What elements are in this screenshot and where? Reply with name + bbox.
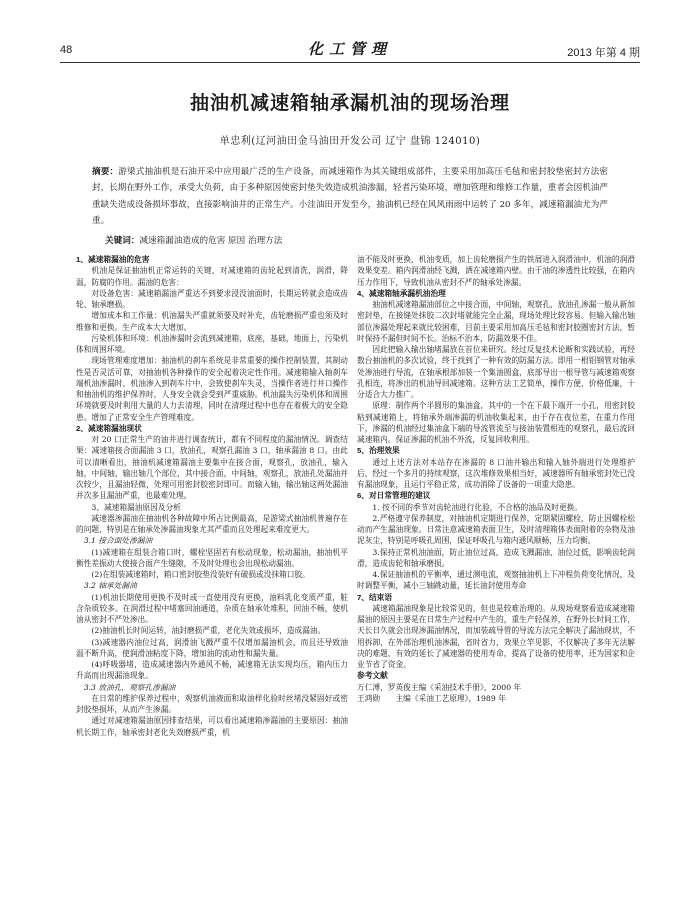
paragraph: 通过上述方法对本站存在渗漏的 8 口油井输出和输入轴外端进行处理维护后，经过一个多月的持续观察，这次堆修效果相当好，减速器所有轴承密封处已没有漏油现象，且运行平稳正常，成功消除了设备的一项重大隐患。 [357, 457, 635, 489]
paragraph: 减速箱漏油现象是比较常见的，但也是较难治理的。从现场观察看造成减速箱漏油的原因主要是在日常生产过程中产生的，重生产轻保养，在野外长时间工作，天长日久就会出现渗漏油情况，而加装疏导管的导流方法完全解决了漏油现状，不用拆卸，在外部治理机油渗漏，省时省力，效果立竿见影，不仅解决了多年无法解决的难题，有效的延长了减速器的使用寿命，提高了设备的使用率，还为国家和企业节省了资金。 [357, 603, 635, 669]
paragraph: 在日常的维护保养过程中，观察机油液面和取油样化验时丝堵没紧固好或密封胶垫损坏，从而产生渗漏。 [76, 693, 348, 714]
issue-label: 2013 年第 4 期 [567, 47, 640, 59]
article-title: 抽油机减速箱轴承漏机油的现场治理 [189, 92, 510, 114]
article-authors: 单忠利(辽河油田金马油田开发公司 辽宁 盘锦 124010) [219, 136, 481, 147]
paragraph: 减速器渗漏油在抽油机各种故障中所占比例最高，是游梁式抽油机普遍存在的问题，特别是在轴承处渗漏油现象尤其严重而且处理起来难度更大。 [76, 513, 348, 534]
paragraph: 4.保证抽油机的平衡率，通过测电流，观察抽油机上下冲程负荷变化情况，及时调整平衡，减小三轴跳动量，延长油封使用寿命 [357, 570, 635, 591]
paragraph: (4)呼吸器堵，造成减速器内外通风不畅，减速箱无法实现均压，箱内压力升高而出现漏油现象。 [76, 660, 348, 681]
paragraph: 对设备危害：减速箱漏油严重达不到要求浸没油面时，长期运转就会造成齿轮、轴承磨损。 [76, 288, 348, 309]
page-header [60, 40, 640, 63]
section-heading: 参考文献 [357, 671, 388, 681]
paragraph: (3)减速器内油位过高，润滑油飞溅严重不仅增加漏油机会，而且还导致油温不断升高，使润滑油粘度下降，增加油的流动性和漏失量。 [76, 637, 348, 658]
journal-name: 化工管理 [307, 40, 392, 58]
paragraph: 3.保持正常机油油面，防止油位过高，造成飞溅漏油，油位过低，影响齿轮润滑，造成齿轮和轴承磨损。 [357, 547, 635, 568]
keywords-text: 减速箱漏油造成的危害 原因 治理方法 [139, 236, 283, 246]
page-number: 48 [60, 44, 73, 56]
section-heading: 2、减速箱漏油现状 [76, 423, 142, 433]
reference-item: 王鸿勋 主编《采油工艺原理》，1989 年 [357, 693, 506, 703]
subsection-heading: 3.1 接合面处渗漏油 [83, 536, 153, 546]
paragraph: 油不能及时更换，机油变质，加上齿轮磨损产生的铁屑进入润滑油中，机油的润滑效果变差。箱内润滑油经飞溅，洒在减速箱内壁。由于油的渗透性比较强，在箱内压力作用下，导致机油从密封不严的轴承处渗漏。 [357, 255, 635, 287]
abstract-label: 摘要： [92, 167, 119, 177]
subsection-heading: 3.2 轴承处漏油 [83, 581, 137, 591]
keywords-label: 关键词： [105, 236, 140, 246]
paragraph: 对 20 口正常生产的油井进行调查统计，都有不同程度的漏油情况。调查结果：减速箱接合面漏油 3 口，放油孔，观察孔漏油 3 口，轴承漏油 8 口。由此可以清晰看出，抽油机减速箱漏油主要集中在接合面，观察孔，放油孔，输入轴，中间轴，输出轴几个部位，其中接合面，中间轴，观察孔，放油孔处漏油并次较少，且漏油轻微，处理可用密封胶密封即可。而输入轴，输出轴这两处漏油并次多且漏油严重，也最难处理。 [76, 435, 348, 501]
left-column [76, 254, 348, 738]
paragraph: 污染机体和环境：机油渗漏时会流到减速箱，底座，基础，地面上，污染机体和周围环境。 [76, 333, 348, 354]
section-heading: 1、减速箱漏油的危害 [76, 255, 150, 264]
paragraph: 通过对减速箱漏油原因排查结果，可以看出减速箱渗漏油的主要原因：抽油机长期工作，轴承密封老化失效磨损严重，机 [76, 716, 348, 737]
abstract [92, 164, 608, 230]
paragraph: 2.严格遵守保养制度，对抽油机定期进行保养，定期紧固螺栓，防止因螺栓松动而产生漏油现象。日常注意减速箱表面卫生，及时清理箱体表面附着的杂物及油泥灰尘，特别是呼吸孔周围，保证呼吸孔与箱内通风顺畅，压力均衡。 [357, 513, 635, 546]
section-heading: 4、减速箱轴承漏机油治理 [357, 288, 446, 298]
paragraph: (1)机油长期使用更换不及时或一直使用没有更换，油料乳化变质严重，脏含杂质较多。在润滑过程中堵塞回油通道，杂质在轴承处堆积，回油不畅，使机油从密封不严处渗出。 [76, 592, 348, 624]
keywords [105, 234, 608, 246]
abstract-text: 游梁式抽油机是石油开采中应用最广泛的生产设备，而减速箱作为其关键组成部件，主要采用加高压毛毡和密封胶垫密封方法密封，长期在野外工作，承受大负荷，由于多种原因使密封垫失效造成机油渗漏，轻者污染环境，增加管理和维修工作量，重者会因机油严重缺失造成设备损坏事故，直接影响油井的正常生产。小洼油田开发至今，抽油机已经在风风雨雨中运转了 20 多年，减速箱漏油尤为严重。 [92, 167, 608, 227]
paragraph: 因此把输入输出轴堵漏放在首位来研究。经过反复技术论断和实践试验，再经数台抽油机的多次试验，终于找到了一种有效的防漏方法。即用一根铝钢管对轴承处渗油进行导流，在轴承根部加装一个集油圆盒，底部导出一根导管与减速箱观察孔相连，将渗出的机油导回减速箱。这种方法工艺简单，操作方便，价格低廉，十分适合大力推广。 [357, 345, 635, 399]
right-column [357, 254, 635, 704]
section-heading: 6、对日常管理的建议 [357, 491, 431, 501]
section-heading: 5、治理效果 [357, 446, 400, 456]
paragraph: 机油是保证抽油机正常运转的关键，对减速箱的齿轮起到清洗，润滑，降温，防腐的作用。漏油的危害： [76, 266, 348, 287]
paragraph: 3、减速箱漏油原因及分析 [91, 502, 181, 512]
section-heading: 7、结束语 [357, 592, 393, 602]
paragraph: 增加成本和工作量：机油漏失严重就须要及时补充，齿轮磨损严重也须及时维修和更换。生产成本大大增加。 [76, 311, 348, 332]
paragraph: (2)在组装减速箱时，箱口密封胶垫没装好有破损或没抹箱口胶。 [91, 570, 310, 579]
paragraph: 1. 按不同的季节对齿轮油进行化验，不合格的油品及时更换。 [372, 502, 583, 512]
paragraph: 抽油机减速箱漏油部位之中接合面，中间轴，观察孔，放油孔渗漏一般从新加密封垫，在接缝处抹胶二次封堵就能完全止漏，现场处理比较容易。但输入输出轴部位渗漏处理起来就比较困难，目前主要采用加高压毛毡和密封胶圈密封方法，暂时保持不漏但时间不长。治标不治本，防漏效果不佳。 [357, 300, 635, 343]
paragraph: 原理：制作两个半圆形的集油盒，其中的一个在下最下端开一小孔，用密封胶粘到减速箱上，将轴承外端渗漏的机油收集起来，由于存在夜位差，在重力作用下，渗漏的机油经过集油盒下端的导流管流至与接油装置相连的观察孔，最后流回减速箱内。保证渗漏的机油不外流，反复回收利用。 [357, 401, 635, 444]
reference-item: 万仁溥，罗英俊主编《采油技术手册》，2000 年 [357, 682, 522, 692]
paragraph: 现场管理难度增加：抽油机的刹车系统是非常重要的操作控制装置，其制动性是否灵活可靠，对抽油机各种操作的安全起着决定性作用。减速箱输入轴刹车端机油渗漏时，机油渗入到刹车片中，会致使刹车失灵，当操作者进行井口操作和抽油机的维护保养时，人身安全就会受到严重威胁。机油漏失污染机体和周围环境就要及时利用大量的人力去清理，同时在清理过程中也存在着极大的安全隐患。增加了正常安全生产管理难度。 [76, 356, 348, 422]
paragraph: (1)减速箱在组装合箱口时，螺栓坚固若有松动现象，松动漏油，抽油机平衡性差振动大使接合面产生缝隙，不及时处理也会出现松动漏油。 [76, 547, 348, 568]
paragraph: (2)抽油机长时间运转，油封磨损严重，老化失效或损坏，造成漏油。 [91, 626, 326, 636]
subsection-heading: 3.3 放油孔，观察孔渗漏油 [83, 682, 176, 692]
